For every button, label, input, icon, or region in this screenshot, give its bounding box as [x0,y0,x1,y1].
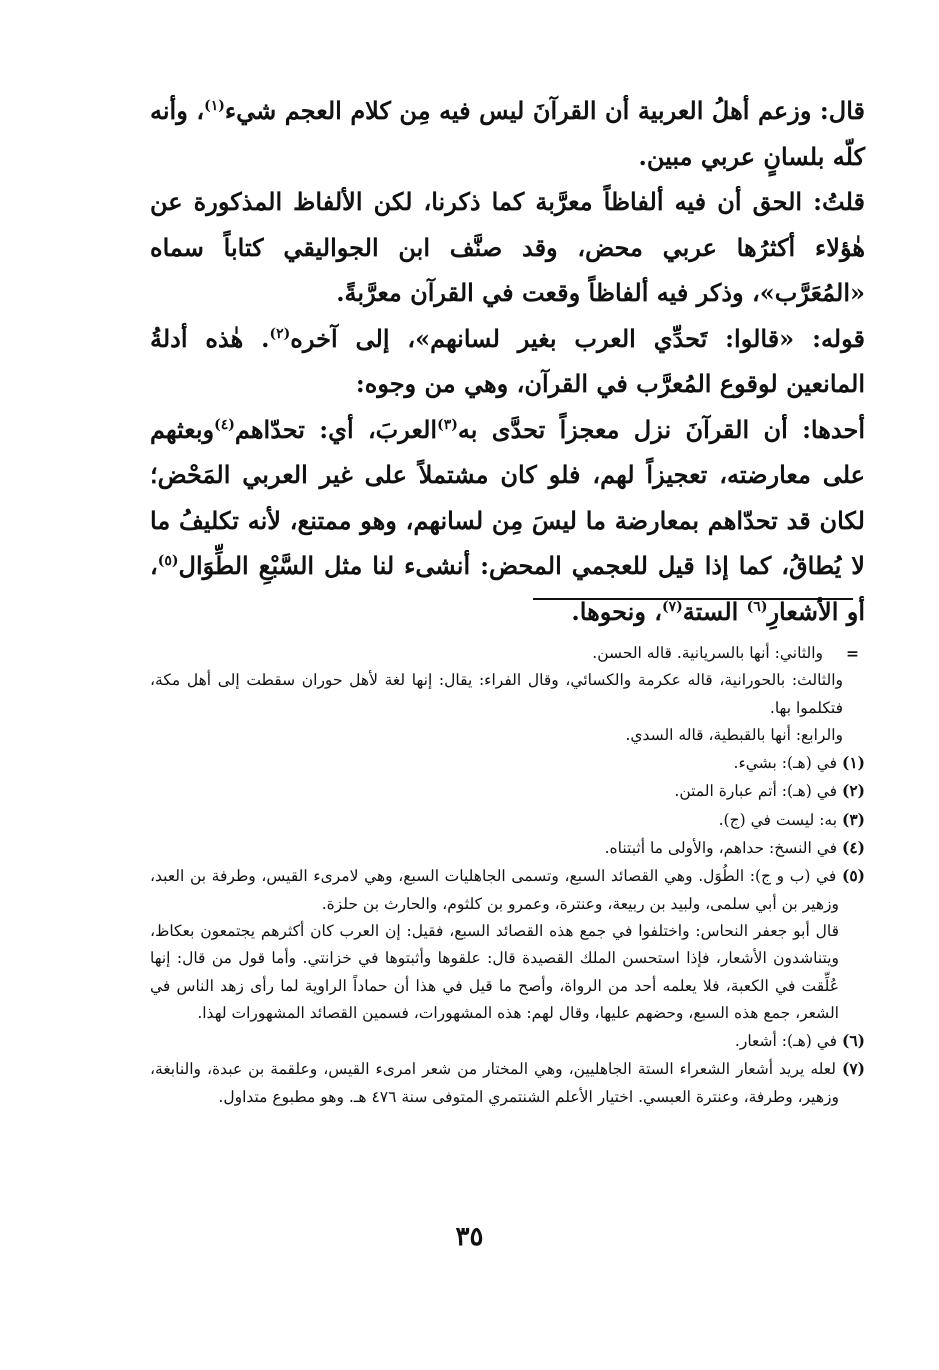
footnote-7 [150,1055,865,1111]
paragraph-3-lead: قوله: «قالوا: تَحدِّي العرب بغير لسانهم»، إلى آخره [290,323,865,353]
footnote-4-text: في النسخ: حداهم، والأولى ما أثبتناه. [604,839,838,858]
footnote-continued-3-text: والرابع: أنها بالقبطية، قاله السدي. [625,725,843,744]
footnote-6-text: في (هـ): أشعار. [734,1032,838,1051]
footnote-2 [150,777,865,805]
footnote-1-mark: (١) [841,753,865,773]
paragraph-1 [150,88,865,179]
footnote-6-mark: (٦) [841,1031,865,1051]
paragraph-4-part-b: العربَ، أي: تحدّاهم [234,414,438,444]
paragraph-3 [150,316,865,407]
footnote-ref-3[interactable]: (٣) [437,416,458,433]
paragraph-2-text: قلتُ: الحق أن فيه ألفاظاً معرَّبة كما ذكرنا، لكن الألفاظ المذكورة عن هٰؤلاء أكثرُها عربي محض، وقد صنَّف ابن الجواليقي كتاباً سماه «المُعَرَّب»، وذكر فيه ألفاظاً وقعت في القرآن معرَّبةً. [150,187,865,307]
footnote-5-mark: (٥) [841,866,865,886]
footnotes-block [150,640,865,1111]
footnote-5 [150,862,865,918]
footnote-separator [533,598,853,600]
footnote-ref-4[interactable]: (٤) [214,416,235,433]
page-number: ٣٥ [455,1222,484,1252]
footnote-continued-3 [150,722,865,749]
footnote-ref-7[interactable]: (٧) [662,598,683,615]
continuation-mark: = [846,644,859,663]
footnote-1 [150,749,865,777]
paragraph-3-tail: . هٰذه أدلةُ المانعين لوقوع المُعرَّب في القرآن، وهي من وجوه: [150,323,865,398]
footnote-6 [150,1027,865,1055]
footnote-ref-6[interactable]: (٦) [746,598,768,615]
footnote-ref-5[interactable]: (٥) [157,553,179,569]
paragraph-1-text: قال: وزعم أهلُ العربية أن القرآنَ ليس فيه مِن كلام العجم شيء [224,96,866,125]
footnote-continued-2 [150,667,865,722]
paragraph-4-part-e: الستة [682,596,747,626]
footnote-continued-1-text: والثاني: أنها بالسريانية. قاله الحسن. [592,644,823,662]
footnote-3 [150,806,865,834]
footnote-3-text: به: ليست في (ج). [718,810,838,829]
footnote-1-text: في (هـ): بشيء. [733,754,838,773]
footnote-ref-2[interactable]: (٢) [269,325,291,342]
footnote-5-text: في (ب و ج): الطُوَل. وهي القصائد السبع، وتسمى الجاهليات السبع، وهي لامرىء القيس، وطرفة بن العبد، وزهير بن أبي سلمى، ولبيد بن ربيعة، وعنترة، وعمرو بن كلثوم، والحارث بن حلزة. [150,867,839,913]
footnote-7-text: لعله يريد أشعار الشعراء الستة الجاهليين، وهي المختار من شعر امرىء القيس، وعلقمة بن عبدة، والنابغة، وزهير، وطرفة، وعنترة العبسي. اختيار الأعلم الشنتمري المتوفى سنة ٤٧٦ هـ. وهو مطبوع متداول. [150,1060,839,1106]
paragraph-4-part-c: وبعثهم على معارضته، تعجيزاً لهم، فلو كان مشتملاً على غير العربي المَحْض؛ لكان قد تحدّاهم بمعارضة ما ليسَ مِن لسانهم، وهو ممتنع، لأنه تكليفُ ما لا يُطاقُ، كما إذا قيل للعجمي المحض: أنشىء لنا مثل السَّبْعِ الطِّوَال [150,414,865,580]
paragraph-2 [150,179,865,316]
footnote-ref-1[interactable]: (١) [204,98,225,114]
footnote-5-continued-text: قال أبو جعفر النحاس: واختلفوا في جمع هذه القصائد السبع، فقيل: إن العرب كان أكثرهم يجتمعون بعكاظ، ويتناشدون الأشعار، فإذا استحسن الملك القصيدة قال: علقوها وأثبتوها في خزانتي. وأما قول من قال: إنها عُلِّقت في الكعبة، فلا يعلمه أحد من الرواة، وأصح ما قيل في هذا أن حماداً الراوية لما رأى زهد الناس في الشعر، جمع هذه السبع، وحضهم عليها، وقال لهم: هذه المشهورات، فسمين القصائد المشهورات لهذا. [150,921,839,1022]
footnote-continued-1 [150,640,865,667]
footnote-4 [150,834,865,862]
footnote-2-mark: (٢) [841,781,865,801]
paragraph-4-part-d: ، أو الأشعارِ [150,551,865,626]
footnote-4-mark: (٤) [841,838,865,858]
paragraph-4-part-a: أحدها: أن القرآنَ نزل معجزاً تحدَّى به [457,414,865,444]
footnote-5-continued [150,918,865,1027]
main-text-block [150,88,865,634]
footnote-continued-2-text: والثالث: بالحورانية، قاله عكرمة والكسائي، وقال الفراء: يقال: إنها لغة لأهل حوران سقطت إلى أهل مكة، فتكلموا بها. [150,671,843,717]
footnote-7-mark: (٧) [841,1059,865,1079]
footnote-2-text: في (هـ): أتم عبارة المتن. [674,782,838,801]
paragraph-1-tail: ، وأنه كلّه بلسانٍ عربي مبين. [150,96,865,171]
footnote-3-mark: (٣) [841,809,865,829]
paragraph-4-part-f: ، ونحوها. [571,596,663,626]
